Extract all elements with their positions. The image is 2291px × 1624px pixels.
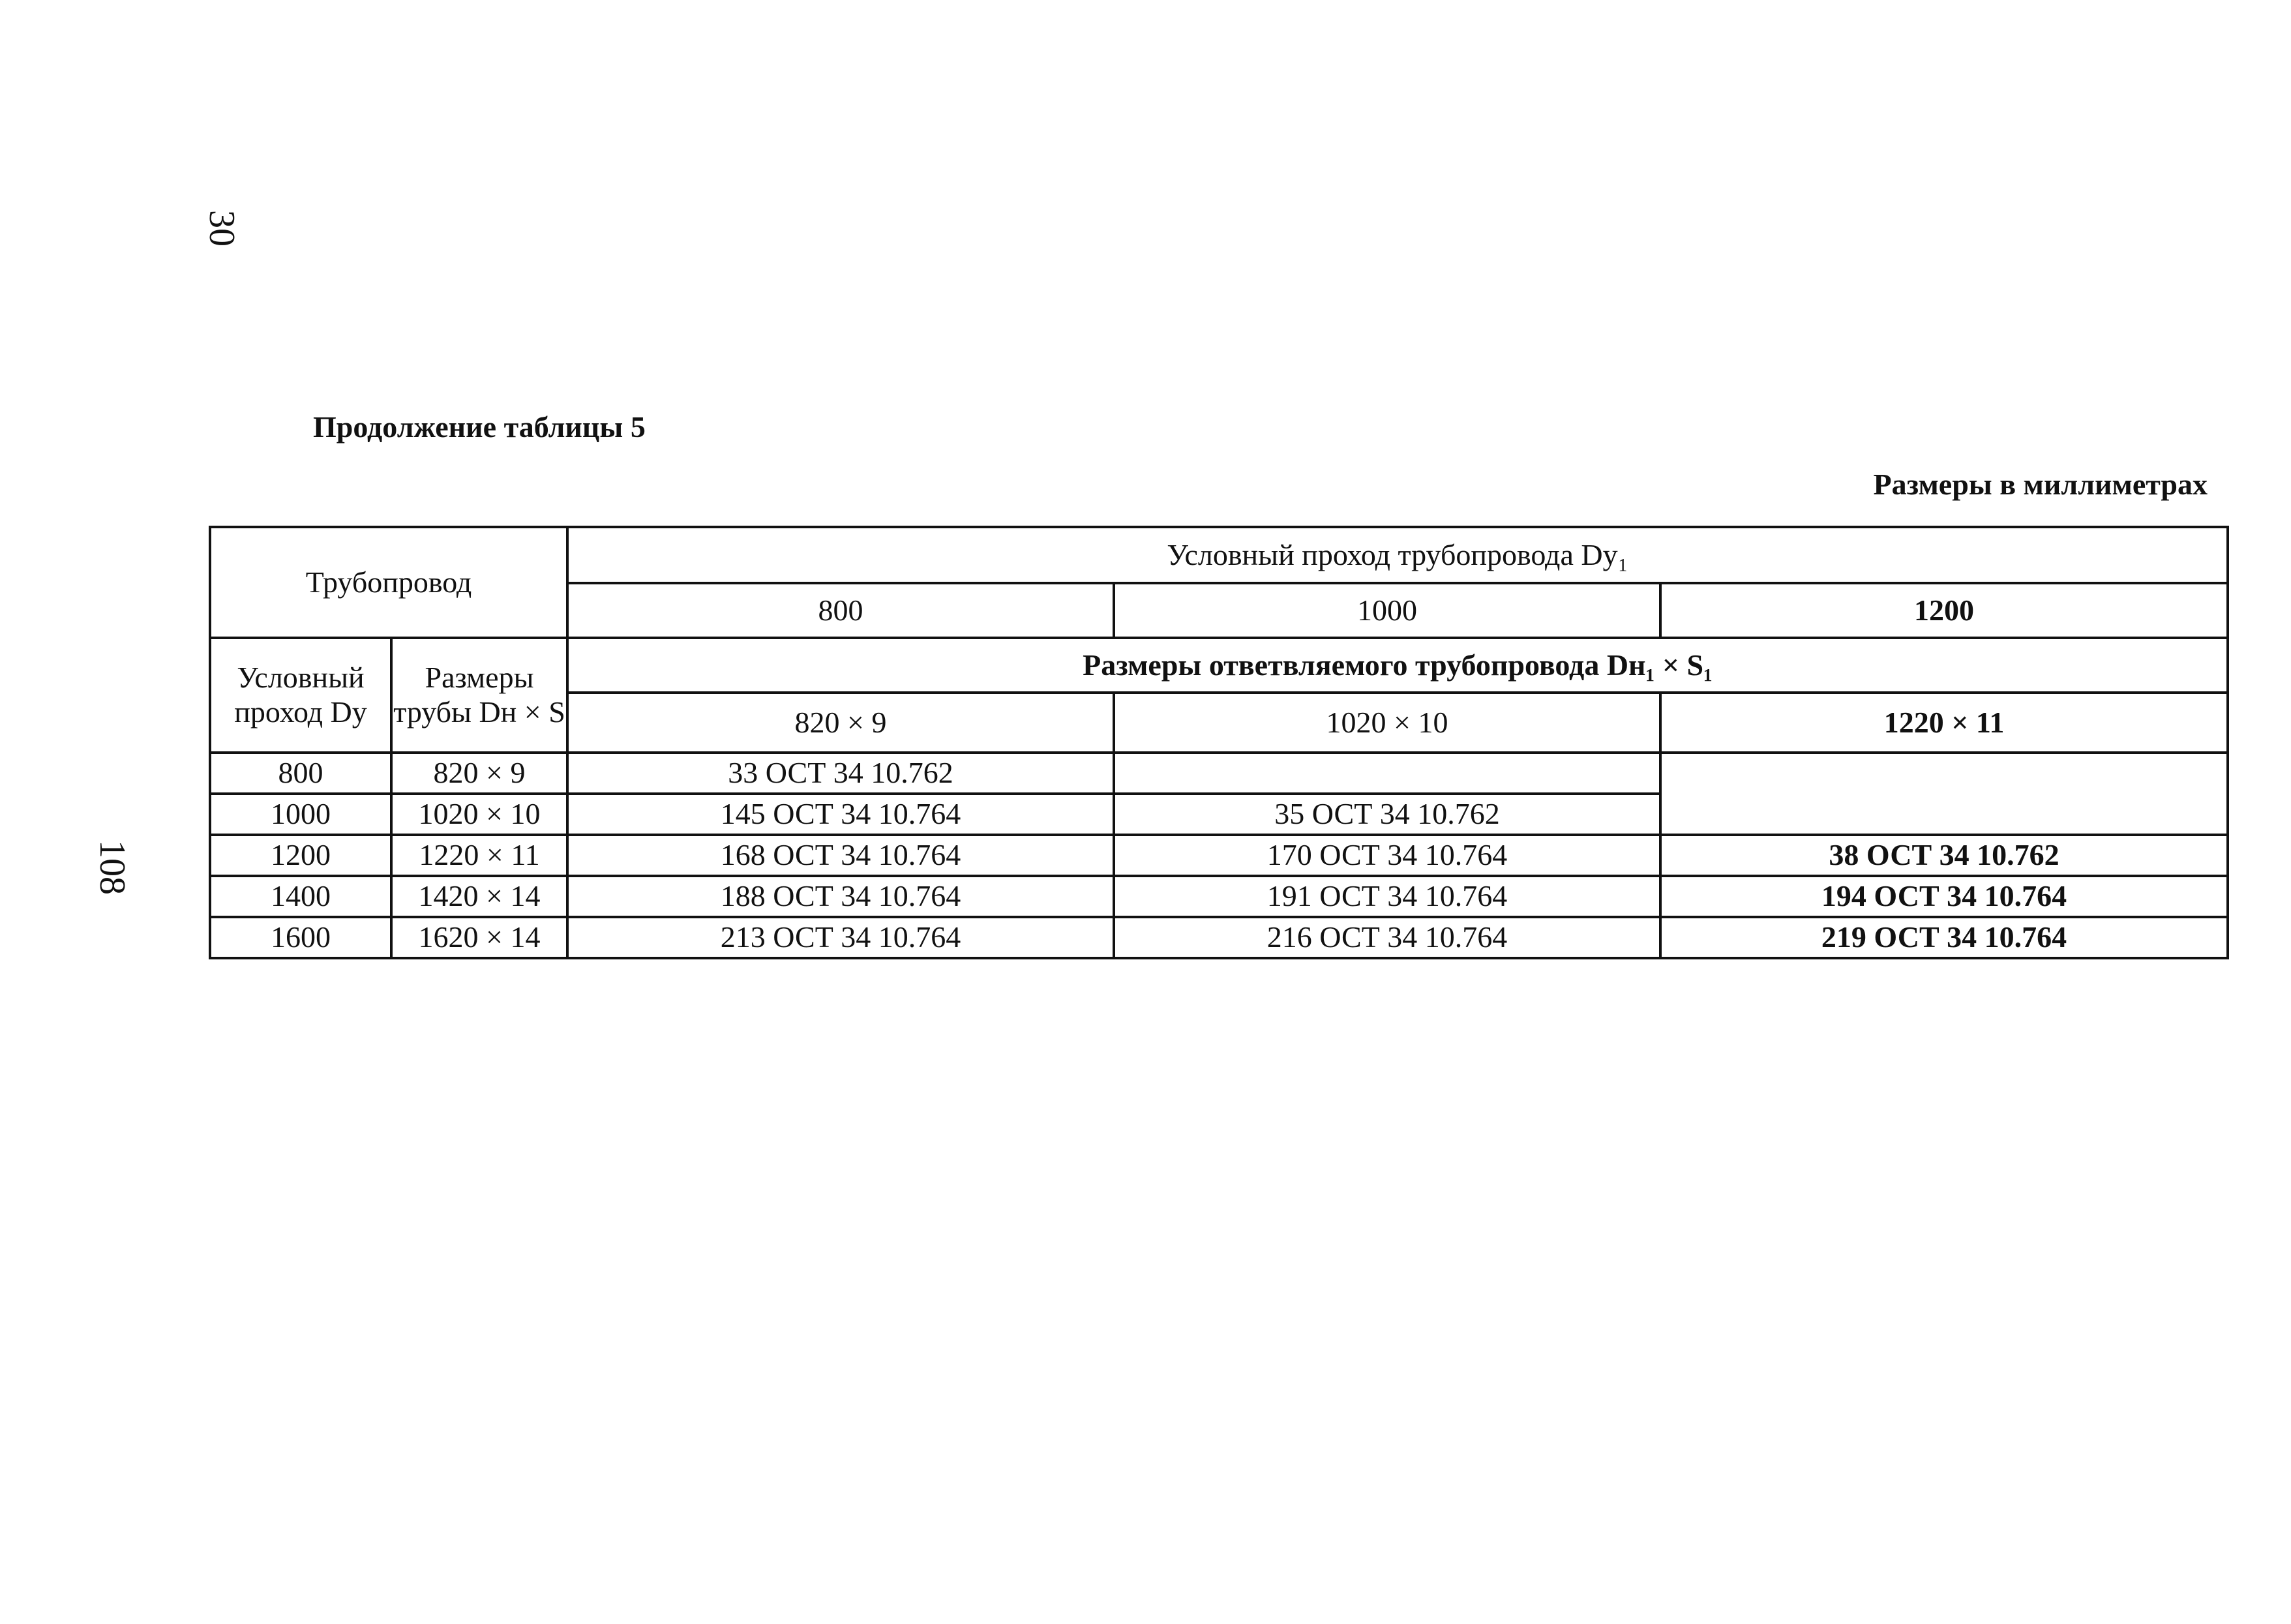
cell-1000: 216 ОСТ 34 10.764: [1114, 917, 1660, 958]
cell-1200: 194 ОСТ 34 10.764: [1660, 876, 2228, 917]
cell-1000: 170 ОСТ 34 10.764: [1114, 835, 1660, 876]
table-row: [210, 876, 2228, 917]
cell-1000: 191 ОСТ 34 10.764: [1114, 876, 1660, 917]
cell-dy: 800: [210, 753, 391, 794]
fittings-table: [209, 526, 2229, 959]
cell-1200: 38 ОСТ 34 10.762: [1660, 835, 2228, 876]
cell-800: 33 ОСТ 34 10.762: [567, 753, 1114, 794]
header-bore-1200: 1200: [1660, 583, 2228, 638]
cell-dy: 1200: [210, 835, 391, 876]
cell-1200: 219 ОСТ 34 10.764: [1660, 917, 2228, 958]
header-branch-1020: 1020 × 10: [1114, 693, 1660, 753]
table-caption: Продолжение таблицы 5: [313, 410, 646, 444]
header-branch-820: 820 × 9: [567, 693, 1114, 753]
cell-1000: [1114, 753, 1660, 794]
cell-size: 1420 × 14: [391, 876, 567, 917]
cell-800: 188 ОСТ 34 10.764: [567, 876, 1114, 917]
header-nominal-dy: Условный проход Dy: [210, 638, 391, 753]
cell-800: 168 ОСТ 34 10.764: [567, 835, 1114, 876]
cell-1000: 35 ОСТ 34 10.762: [1114, 794, 1660, 835]
header-pipeline: Трубопровод: [210, 527, 567, 638]
cell-dy: 1600: [210, 917, 391, 958]
table-row: [210, 917, 2228, 958]
page-number-side: 108: [92, 840, 132, 895]
header-pipe-size: Размеры трубы Dн × S: [391, 638, 567, 753]
header-bore-1000: 1000: [1114, 583, 1660, 638]
units-note: Размеры в миллиметрах: [1873, 468, 2208, 501]
cell-size: 1020 × 10: [391, 794, 567, 835]
cell-800: 145 ОСТ 34 10.764: [567, 794, 1114, 835]
page-number-top: 30: [202, 210, 242, 247]
header-branch-1220: 1220 × 11: [1660, 693, 2228, 753]
cell-1200-empty: [1660, 753, 2228, 835]
cell-dy: 1400: [210, 876, 391, 917]
table-row: [210, 835, 2228, 876]
cell-size: 820 × 9: [391, 753, 567, 794]
cell-800: 213 ОСТ 34 10.764: [567, 917, 1114, 958]
header-nominal-bore: Условный проход трубопровода Dy₁: [567, 527, 2228, 583]
header-branch-sizes: Размеры ответвляемого трубопровода Dн₁ × S₁: [567, 638, 2228, 693]
header-bore-800: 800: [567, 583, 1114, 638]
table-row: [210, 753, 2228, 794]
cell-size: 1620 × 14: [391, 917, 567, 958]
cell-dy: 1000: [210, 794, 391, 835]
cell-size: 1220 × 11: [391, 835, 567, 876]
